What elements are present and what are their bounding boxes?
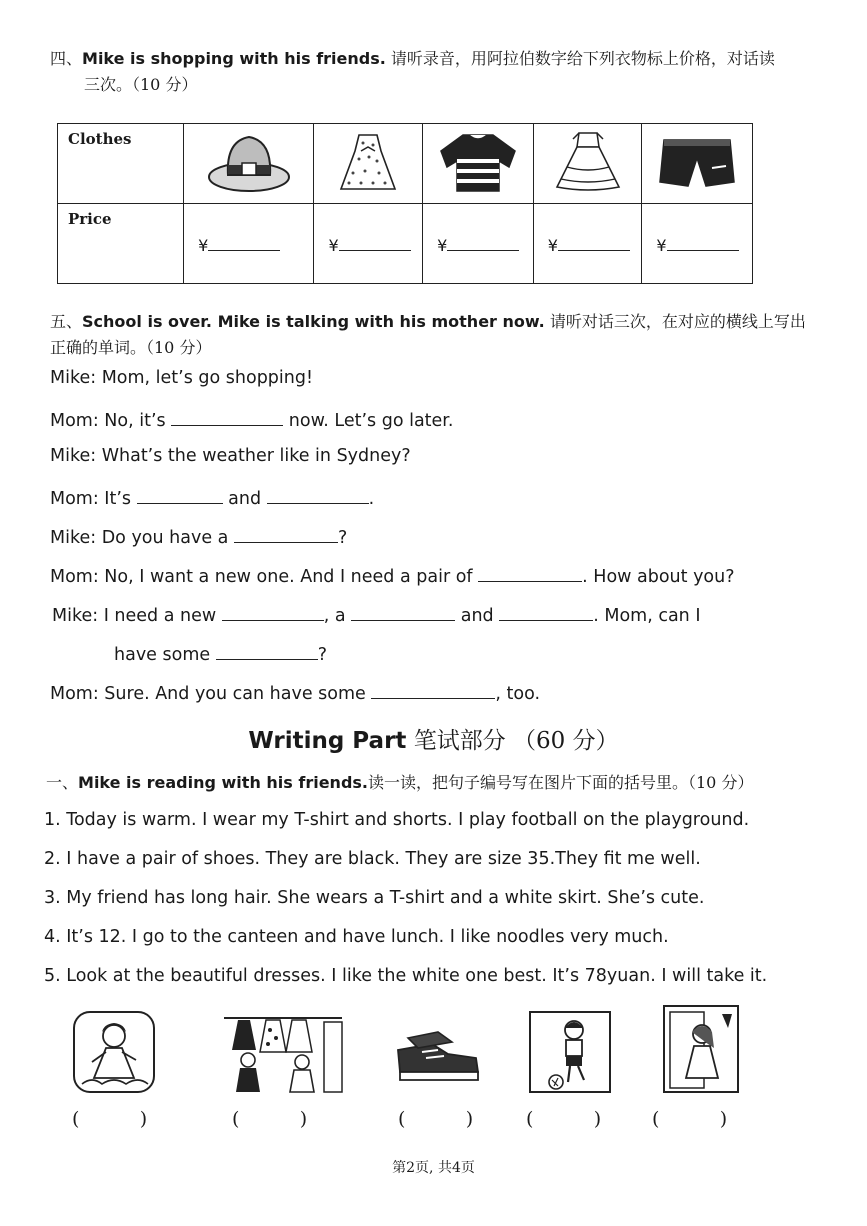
dialog-line-7: Mike: I need a new , a and . Mom, can I — [52, 602, 701, 626]
section5-number: 五、 — [50, 312, 83, 331]
section5-instructions: 请听对话三次，在对应的横线上写出 — [544, 312, 806, 331]
answer-paren-3[interactable]: ( ) — [398, 1108, 474, 1130]
writing-part-title: Writing Part 笔试部分 （60 分） — [248, 728, 619, 754]
boy-football-icon — [528, 1010, 612, 1094]
section4-title: Mike is shopping with his friends. — [82, 49, 386, 68]
answer-paren-1[interactable]: ( ) — [72, 1108, 148, 1130]
sweater-cell — [423, 124, 534, 204]
answer-blank-3[interactable] — [267, 485, 369, 504]
hat-cell — [184, 124, 314, 204]
answer-blank-10[interactable] — [371, 680, 495, 699]
dialog-line-4: Mom: It’s and . — [50, 485, 374, 509]
section1-title: Mike is reading with his friends. — [78, 773, 368, 792]
section5-heading — [50, 309, 850, 334]
section1-heading — [46, 770, 753, 795]
answer-blank-5[interactable] — [478, 563, 582, 582]
dialog-line-5: Mike: Do you have a ? — [50, 524, 347, 548]
shoes-icon — [388, 1010, 484, 1094]
sentence-4: 4. It’s 12. I go to the canteen and have lunch. I like noodles very much. — [44, 927, 669, 947]
dialog-line-3: Mike: What’s the weather like in Sydney? — [50, 446, 411, 466]
answer-blank-1[interactable] — [171, 407, 283, 426]
shorts-icon — [656, 132, 738, 192]
price-cell-3[interactable]: ¥ — [423, 204, 534, 284]
clothes-label: Clothes — [58, 124, 184, 204]
answer-blank-7[interactable] — [351, 602, 455, 621]
section4-number: 四、 — [50, 49, 83, 68]
sentence-2: 2. I have a pair of shoes. They are black. They are size 35.They fit me well. — [44, 849, 701, 869]
skirt-cell — [533, 124, 642, 204]
dialog-line-6: Mom: No, I want a new one. And I need a pair of . How about you? — [50, 563, 735, 587]
price-cell-5[interactable]: ¥ — [642, 204, 753, 284]
sentence-3: 3. My friend has long hair. She wears a T-shirt and a white skirt. She’s cute. — [44, 888, 705, 908]
answer-blank-8[interactable] — [499, 602, 593, 621]
dress-icon — [333, 129, 403, 195]
section1-instructions: 读一读，把句子编号写在图片下面的括号里。（10 分） — [368, 773, 754, 792]
girl-door-icon — [662, 1004, 740, 1094]
price-table — [57, 123, 753, 284]
sentence-5: 5. Look at the beautiful dresses. I like the white one best. It’s 78yuan. I will take it. — [44, 966, 768, 986]
dialog-line-8: have some ? — [114, 641, 327, 665]
section5-instructions-cont: 正确的单词。（10 分） — [50, 338, 212, 357]
shorts-cell — [642, 124, 753, 204]
section4-instructions-cont: 三次。（10 分） — [84, 75, 198, 94]
answer-paren-4[interactable]: ( ) — [526, 1108, 602, 1130]
section4-heading — [50, 46, 840, 71]
section1-number: 一、 — [46, 773, 79, 792]
price-cell-1[interactable]: ¥ — [184, 204, 314, 284]
answer-paren-5[interactable]: ( ) — [652, 1108, 728, 1130]
dress-cell — [314, 124, 423, 204]
section5-title: School is over. Mike is talking with his mother now. — [82, 312, 545, 331]
sentence-1: 1. Today is warm. I wear my T-shirt and shorts. I play football on the playground. — [44, 810, 750, 830]
answer-blank-6[interactable] — [222, 602, 324, 621]
answer-paren-2[interactable]: ( ) — [232, 1108, 308, 1130]
skirt-icon — [549, 129, 627, 195]
answer-blank-4[interactable] — [234, 524, 338, 543]
price-label: Price — [58, 204, 184, 284]
price-cell-2[interactable]: ¥ — [314, 204, 423, 284]
sweater-icon — [435, 129, 521, 195]
page-footer: 第2页, 共4页 — [392, 1160, 475, 1176]
answer-blank-2[interactable] — [137, 485, 223, 504]
price-cell-4[interactable]: ¥ — [533, 204, 642, 284]
answer-blank-9[interactable] — [216, 641, 318, 660]
dialog-line-1: Mike: Mom, let’s go shopping! — [50, 368, 313, 388]
dialog-line-9: Mom: Sure. And you can have some , too. — [50, 680, 540, 704]
hat-icon — [204, 129, 294, 195]
dress-shop-icon — [220, 1010, 346, 1094]
dialog-line-2: Mom: No, it’s now. Let’s go later. — [50, 407, 453, 431]
section4-instructions: 请听录音，用阿拉伯数字给下列衣物标上价格，对话读 — [385, 49, 775, 68]
girl-skirt-icon — [72, 1010, 156, 1094]
